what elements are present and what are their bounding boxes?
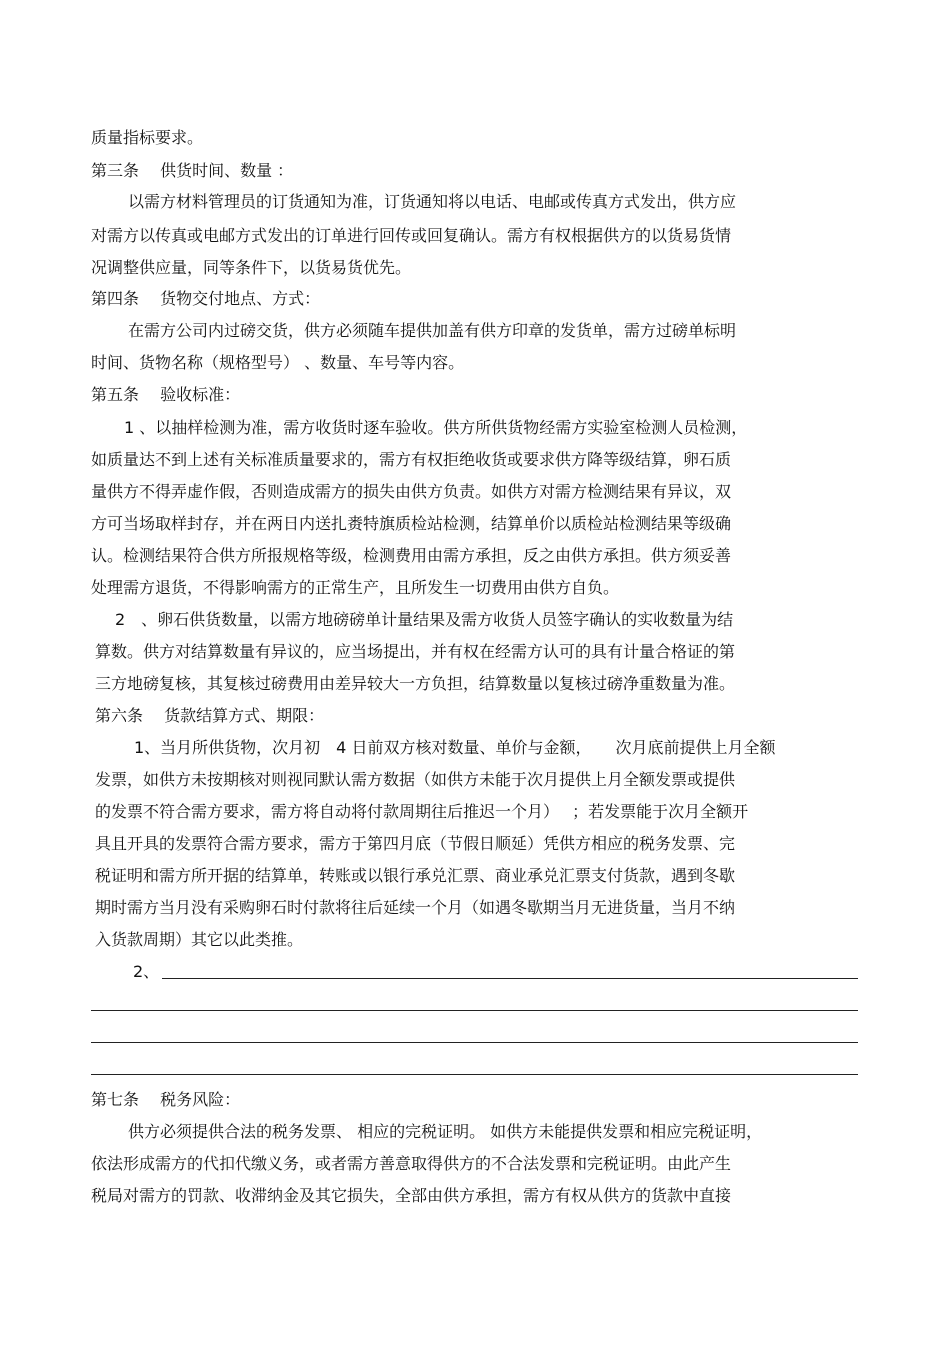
article-3-line-2: 对需方以传真或电邮方式发出的订单进行回传或回复确认。需方有权根据供方的以货易货情 (91, 226, 732, 245)
article-5-line-5: 认。检测结果符合供方所报规格等级，检测费用由需方承担，反之由供方承担。供方须妥善 (91, 546, 732, 565)
blank-fill-line-1 (162, 978, 858, 979)
article-6-line-3: 的发票不符合需方要求，需方将自动将付款周期往后推迟一个月） ；若发票能于次月全额开 (95, 802, 749, 821)
article-7-heading: 第七条 税务风险： (91, 1090, 241, 1109)
article-6-line-2: 发票，如供方未按期核对则视同默认需方数据（如供方未能于次月提供上月全额发票或提供 (95, 770, 736, 789)
article-4-line-1: 在需方公司内过磅交货，供方必须随车提供加盖有供方印章的发货单，需方过磅单标明 (128, 321, 737, 340)
article-5-line-6: 处理需方退货，不得影响需方的正常生产，且所发生一切费用由供方自负。 (91, 578, 620, 597)
article-6-heading: 第六条 货款结算方式、期限： (95, 706, 325, 725)
article-5-line-3: 量供方不得弄虚作假，否则造成需方的损失由供方负责。如供方对需方检测结果有异议，双 (91, 482, 732, 501)
article-3-heading: 第三条 供货时间、数量 ： (91, 161, 294, 180)
article-5-line-1: 1 、以抽样检测为准，需方收货时逐车验收。供方所供货物经需方实验室检测人员检测， (124, 418, 748, 437)
intro-line: 质量指标要求。 (91, 128, 204, 147)
article-3-line-3: 况调整供应量，同等条件下，以货易货优先。 (91, 258, 412, 277)
article-7-line-1: 供方必须提供合法的税务发票、 相应的完税证明。 如供方未能提供发票和相应完税证明， (128, 1122, 763, 1141)
article-5-line-7: 2 、卵石供货数量，以需方地磅磅单计量结果及需方收货人员签字确认的实收数量为结 (115, 610, 734, 629)
blank-fill-line-4 (91, 1074, 858, 1075)
article-6-line-1: 1、当月所供货物，次月初 4 日前双方核对数量、单价与金额， 次月底前提供上月全额 (134, 738, 776, 757)
blank-fill-line-3 (91, 1042, 858, 1043)
article-6-line-7: 入货款周期）其它以此类推。 (95, 930, 304, 949)
article-3-line-1: 以需方材料管理员的订货通知为准，订货通知将以电话、电邮或传真方式发出，供方应 (128, 192, 737, 211)
article-6-item-2-label: 2、 (133, 962, 160, 981)
article-6-line-5: 税证明和需方所开据的结算单，转账或以银行承兑汇票、商业承兑汇票支付货款，遇到冬歇 (95, 866, 736, 885)
article-7-line-2: 依法形成需方的代扣代缴义务，或者需方善意取得供方的不合法发票和完税证明。由此产生 (91, 1154, 732, 1173)
article-5-line-9: 三方地磅复核，其复核过磅费用由差异较大一方负担，结算数量以复核过磅净重数量为准。 (95, 674, 736, 693)
article-5-line-2: 如质量达不到上述有关标准质量要求的，需方有权拒绝收货或要求供方降等级结算，卵石质 (91, 450, 732, 469)
article-6-line-4: 具且开具的发票符合需方要求，需方于第四月底（节假日顺延）凭供方相应的税务发票、完 (95, 834, 736, 853)
article-4-heading: 第四条 货物交付地点、方式： (91, 289, 321, 308)
article-5-line-4: 方可当场取样封存，并在两日内送扎赉特旗质检站检测，结算单价以质检站检测结果等级确 (91, 514, 732, 533)
article-4-line-2: 时间、货物名称（规格型号） 、数量、车号等内容。 (91, 353, 465, 372)
article-7-line-3: 税局对需方的罚款、收滞纳金及其它损失，全部由供方承担，需方有权从供方的货款中直接 (91, 1186, 732, 1205)
article-5-line-8: 算数。供方对结算数量有异议的，应当场提出，并有权在经需方认可的具有计量合格证的第 (95, 642, 736, 661)
article-6-line-6: 期时需方当月没有采购卵石时付款将往后延续一个月（如遇冬歇期当月无进货量，当月不纳 (95, 898, 736, 917)
article-5-heading: 第五条 验收标准： (91, 385, 241, 404)
blank-fill-line-2 (91, 1010, 858, 1011)
